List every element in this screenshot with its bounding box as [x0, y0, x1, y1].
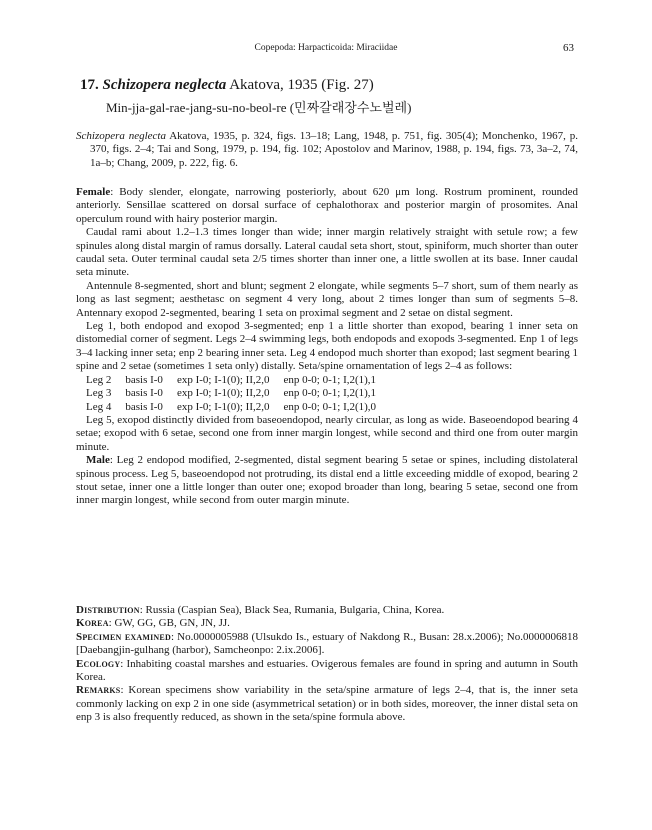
formula-leg: Leg 3	[86, 387, 112, 400]
species-authority: Akatova, 1935 (Fig. 27)	[229, 77, 374, 93]
remarks-label: Remarks	[76, 684, 121, 697]
male-text: : Leg 2 endopod modified, 2-segmented, distal segment bearing 5 setae or spines, including distolateral spinous process. Leg 5, baseoendopod not protruding, its distal end a little exceeding middle of exopod, bearing 2 stout setae, inner one a little longer than outer one; exopod broader than long, bearing 5 setae, second one from inner margin longest, while second from outer margin minute.	[76, 454, 578, 507]
running-head-title: Copepoda: Harpacticoida: Miraciidae	[254, 43, 398, 53]
formula-row	[86, 401, 390, 414]
formula-basis: basis I-0	[125, 373, 163, 386]
remarks-paragraph	[76, 684, 578, 724]
page-number: 63	[563, 42, 574, 54]
formula-leg: Leg 2	[86, 373, 112, 386]
leg5-paragraph: Leg 5, exopod distinctly divided from baseoendopod, nearly circular, as long as wide. Baseoendopod bearing 4 setae; exopod with 6 setae, second one from inner margin longest, while second and third one from outer margin minute.	[76, 413, 578, 453]
specimen-label: Specimen examined	[76, 630, 171, 643]
specimen-paragraph	[76, 631, 578, 658]
synonymy-references: Akatova, 1935, p. 324, figs. 13–18; Lang, 1948, p. 751, fig. 305(4); Monchenko, 1967, p. 370, figs. 2–4; Tai and Song, 1979, p. 194, fig. 102; Apostolov and Marinov, 1988, p. 194, figs. 73, 3a–2, 74, 1a–b; Chang, 2009, p. 222, fig. 6.	[90, 130, 578, 169]
male-paragraph	[76, 454, 578, 508]
formula-enp: enp 0-0; 0-1; I,2(1),0	[283, 400, 377, 413]
male-label: Male	[86, 454, 110, 467]
species-number: 17.	[80, 77, 99, 93]
formula-enp: enp 0-0; 0-1; I,2(1),1	[283, 387, 377, 400]
formula-row	[86, 374, 390, 387]
korea-paragraph	[76, 617, 578, 630]
remarks-text: : Korean specimens show variability in the seta/spine armature of legs 2–4, that is, the inner seta commonly lacking on exp 2 in one side (asymmetrical setation) or in both sides, moreover, the inner distal seta on enp 3 is also frequently reduced, as shown in the seta/spine formula above.	[76, 684, 578, 724]
synonymy-paragraph	[76, 130, 578, 170]
korea-label: Korea	[76, 617, 109, 630]
synonymy-taxon: Schizopera neglecta	[76, 130, 166, 142]
formula-enp: enp 0-0; 0-1; I,2(1),1	[283, 373, 377, 386]
formula-row	[86, 387, 390, 400]
ecology-paragraph	[76, 658, 578, 685]
distribution-paragraph	[76, 604, 578, 617]
ecology-label: Ecology	[76, 657, 121, 670]
caudal-rami-paragraph: Caudal rami about 1.2–1.3 times longer than wide; inner margin relatively straight with setule row; a few spinules along distal margin of ramus dorsally. Lateral caudal seta short, stout, spiniform, much shorter than outer caudal seta. Outer terminal caudal seta 2/5 times shorter than inner one, a little swollen at its base. Inner caudal seta minute.	[76, 226, 578, 279]
female-paragraph	[76, 186, 578, 226]
ecology-text: : Inhabiting coastal marshes and estuaries. Ovigerous females are found in spring and autumn in South Korea.	[76, 657, 578, 684]
formula-exp: exp I-0; I-1(0); II,2,0	[176, 373, 270, 386]
seta-spine-formula-table	[86, 374, 390, 414]
specimen-text: : No.0000005988 (Ulsukdo Is., estuary of Nakdong R., Busan: 28.x.2006); No.0000006818 [Daebangjin-gulhang (harbor), Samcheonpo: 2.ix.2006].	[76, 630, 578, 657]
female-text: : Body slender, elongate, narrowing posteriorly, about 620 μm long. Rostrum prominent, rounded anteriorly. Sensillae scattered on dorsal surface of cephalothorax and posterior margin of prosomites. Anal operculum round with hairy posterior margin.	[76, 186, 578, 225]
formula-basis: basis I-0	[125, 387, 163, 400]
formula-leg: Leg 4	[86, 400, 112, 413]
legs-paragraph: Leg 1, both endopod and exopod 3-segmented; enp 1 a little shorter than exopod, bearing 1 inner seta on distomedial corner of segment. Legs 2–4 swimming legs, both endopods and exopods 3-segmented. Enp 1 of legs 3–4 lacking inner seta; enp 2 bearing inner seta. Leg 4 endopod much shorter than exopod; last segment bearing 1 spine and 2 setae (sometimes 1 seta only) distally. Seta/spine ornamentation of legs 2–4 as follows:	[76, 320, 578, 373]
species-heading	[80, 77, 374, 94]
female-label: Female	[76, 186, 111, 198]
formula-exp: exp I-0; I-1(0); II,2,0	[176, 400, 270, 413]
running-head	[78, 43, 574, 57]
formula-exp: exp I-0; I-1(0); II,2,0	[176, 387, 270, 400]
metadata-block	[76, 604, 578, 725]
antennule-paragraph: Antennule 8-segmented, short and blunt; segment 2 elongate, while segments 5–7 short, sum of them nearly as long as last segment; aesthetasc on segment 4 very long, about 2 times longer than sum of segments 5–8. Antennary exopod 2-segmented, bearing 1 seta on proximal segment and 2 setae on distal segment.	[76, 279, 578, 319]
korean-common-name: Min-jja-gal-rae-jang-su-no-beol-re (민짜갈래장수노벌레)	[106, 100, 412, 115]
description-block	[76, 186, 578, 508]
species-name: Schizopera neglecta	[102, 77, 227, 93]
distribution-text: : Russia (Caspian Sea), Black Sea, Rumania, Bulgaria, China, Korea.	[139, 604, 445, 616]
distribution-label: Distribution	[76, 604, 140, 616]
formula-basis: basis I-0	[125, 400, 163, 413]
synonymy-block	[76, 130, 578, 170]
korea-text: : GW, GG, GB, GN, JN, JJ.	[108, 617, 230, 630]
